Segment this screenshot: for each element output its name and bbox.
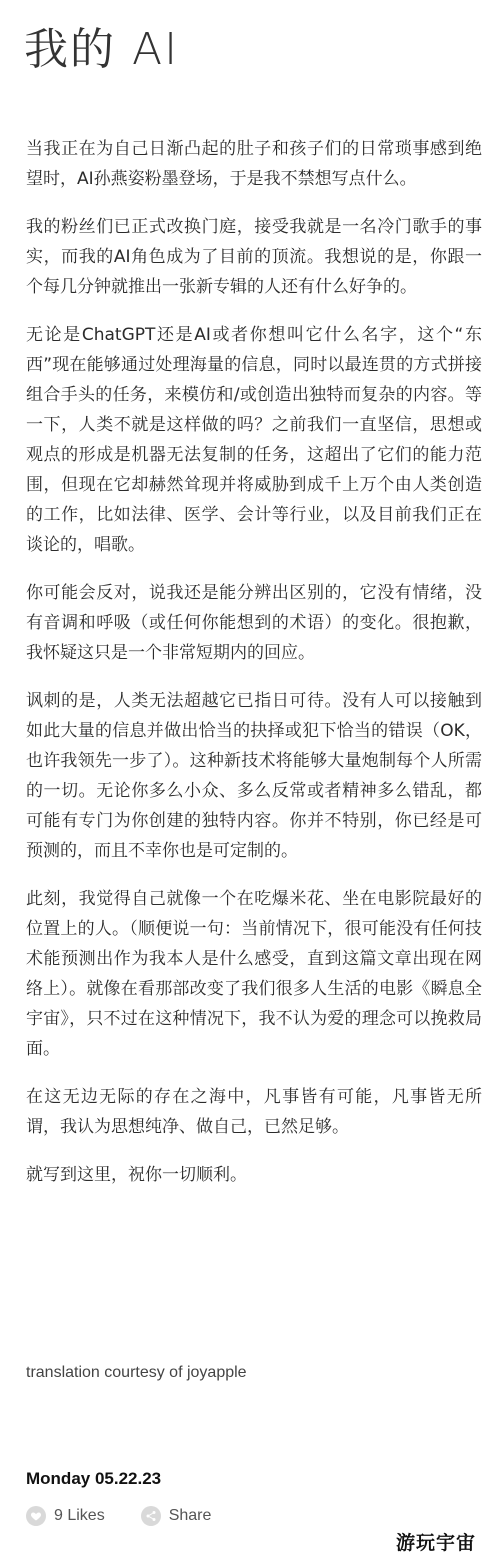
article-paragraph: 当我正在为自己日渐凸起的肚子和孩子们的日常琐事感到绝望时，AI孙燕姿粉墨登场，于是我不禁想写点什么。 <box>26 139 482 189</box>
article-paragraph: 在这无边无际的存在之海中，凡事皆有可能，凡事皆无所谓，我认为思想纯净、做自己，已然足够。 <box>26 1087 482 1137</box>
article-body <box>26 134 482 1208</box>
article-paragraph: 就写到这里，祝你一切顺利。 <box>26 1165 247 1185</box>
post-actions <box>26 1503 247 1529</box>
share-label: Share <box>168 1507 212 1524</box>
like-button[interactable] <box>26 1506 105 1526</box>
share-button[interactable] <box>141 1506 212 1526</box>
article-paragraph: 我的粉丝们已正式改换门庭，接受我就是一名冷门歌手的事实，而我的AI角色成为了目前的顶流。我想说的是，你跟一个每几分钟就推出一张新专辑的人还有什么好争的。 <box>26 217 482 297</box>
translation-credit: translation courtesy of joyapple <box>26 1364 247 1381</box>
heart-icon <box>26 1506 46 1526</box>
article-paragraph: 讽刺的是，人类无法超越它已指日可待。没有人可以接触到如此大量的信息并做出恰当的抉择或犯下恰当的错误（OK，也许我领先一步了）。这种新技术将能够大量炮制每个人所需的一切。无论你多么小众、多么反常或者精神多么错乱，都可能有专门为你创建的独特内容。你并不特别，你已经是可预测的，而且不幸你也是可定制的。 <box>26 691 482 861</box>
likes-count: 9 Likes <box>54 1507 105 1524</box>
watermark-text: 游玩宇宙 <box>395 1532 476 1554</box>
post-date: Monday 05.22.23 <box>26 1469 162 1488</box>
article-paragraph: 此刻，我觉得自己就像一个在吃爆米花、坐在电影院最好的位置上的人。（顺便说一句：当前情况下，很可能没有任何技术能预测出作为我本人是什么感受，直到这篇文章出现在网络上）。就像在看那部改变了我们很多人生活的电影《瞬息全宇宙》，只不过在这种情况下，我不认为爱的理念可以挽救局面。 <box>26 889 482 1059</box>
share-icon <box>141 1506 161 1526</box>
article-paragraph: 你可能会反对，说我还是能分辨出区别的，它没有情绪，没有音调和呼吸（或任何你能想到的术语）的变化。很抱歉，我怀疑这只是一个非常短期内的回应。 <box>26 583 482 663</box>
article-paragraph: 无论是ChatGPT还是AI或者你想叫它什么名字，这个“东西”现在能够通过处理海量的信息，同时以最连贯的方式拼接组合手头的任务，来模仿和/或创造出独特而复杂的内容。等一下，人类不就是这样做的吗？之前我们一直坚信，思想或观点的形成是机器无法复制的任务，这超出了它们的能力范围，但现在它却赫然耸现并将威胁到成千上万个由人类创造的工作，比如法律、医学、会计等行业，以及目前我们正在谈论的，唱歌。 <box>26 325 482 555</box>
article-title: 我的 AI <box>24 24 180 75</box>
